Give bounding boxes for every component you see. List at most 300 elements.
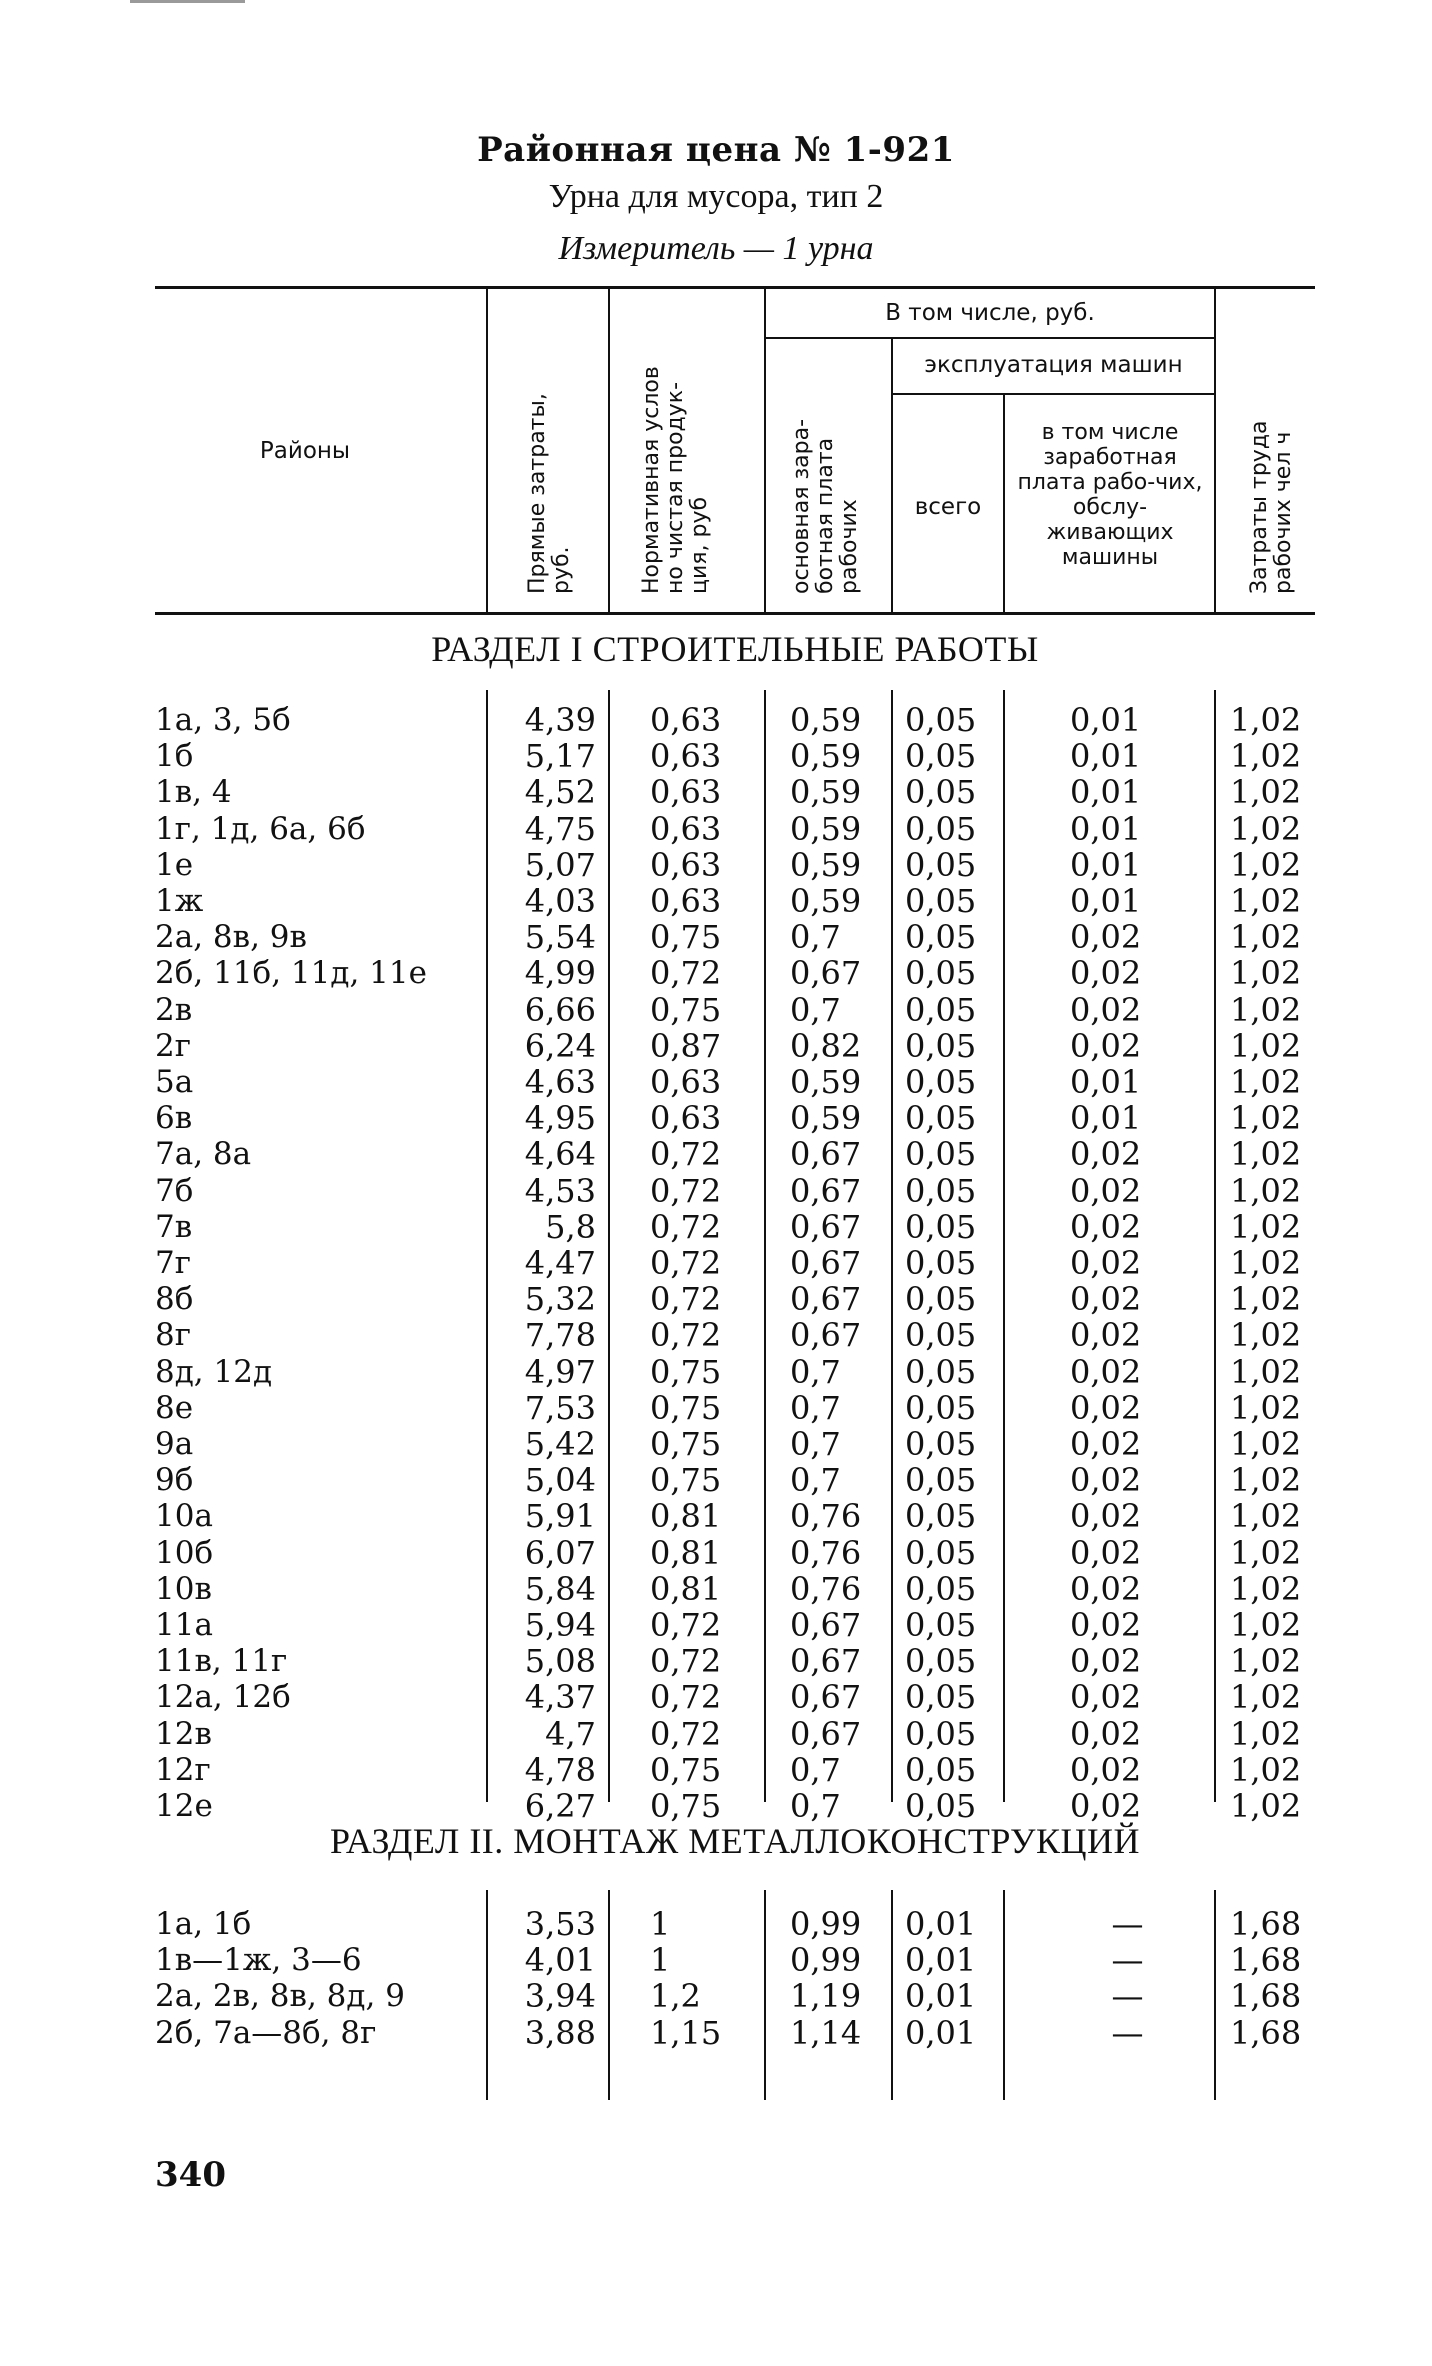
table-row xyxy=(0,774,1432,810)
cell-machines-wage: 0,01 xyxy=(1070,1099,1142,1138)
cell-district: 1в—1ж, 3—6 xyxy=(155,1942,362,1979)
table-row xyxy=(0,1679,1432,1715)
cell-district: 8г xyxy=(155,1317,191,1354)
cell-district: 12а, 12б xyxy=(155,1679,291,1716)
cell-machines-total: 0,01 xyxy=(905,1905,977,1943)
cell-district: 1а, 3, 5б xyxy=(155,702,291,738)
cell-machines-total: 0,05 xyxy=(905,1316,977,1355)
cell-normative: 0,63 xyxy=(650,1099,722,1138)
cell-labor: 1,02 xyxy=(1230,990,1302,1029)
cell-labor: 1,02 xyxy=(1230,1569,1302,1608)
cell-direct-costs: 4,78 xyxy=(524,1750,596,1789)
cell-machines-total: 0,05 xyxy=(905,1099,977,1138)
cell-base-wage: 0,99 xyxy=(790,1905,862,1943)
cell-direct-costs: 4,97 xyxy=(524,1352,596,1391)
table-row xyxy=(0,811,1432,847)
table-row xyxy=(0,1100,1432,1136)
col-machines-wage-header: в том числе заработная плата рабо-чих, обслу-живающих машины xyxy=(1017,420,1203,570)
cell-district: 2а, 2в, 8в, 8д, 9 xyxy=(155,1978,405,2015)
table-row xyxy=(0,1978,1432,2014)
cell-labor: 1,02 xyxy=(1230,1244,1302,1282)
cell-direct-costs: 4,64 xyxy=(524,1135,596,1174)
header-divider xyxy=(486,289,488,612)
cell-machines-wage: 0,02 xyxy=(1070,1606,1142,1644)
cell-labor: 1,02 xyxy=(1230,1026,1302,1065)
table-row xyxy=(0,1028,1432,1064)
col-normative-header: Нормативная услов но чистая продук- ция, руб xyxy=(639,366,712,594)
cell-machines-total: 0,01 xyxy=(905,1941,977,1980)
cell-machines-total: 0,05 xyxy=(905,1280,977,1319)
section-1-title: РАЗДЕЛ I СТРОИТЕЛЬНЫЕ РАБОТЫ xyxy=(431,629,1039,669)
cell-normative: 1,2 xyxy=(650,1977,701,2016)
cell-labor: 1,68 xyxy=(1230,1977,1302,2016)
cell-machines-wage: 0,01 xyxy=(1070,882,1142,920)
cell-machines-total: 0,05 xyxy=(905,1714,977,1753)
cell-direct-costs: 5,32 xyxy=(524,1280,596,1319)
table-row xyxy=(0,1245,1432,1281)
cell-machines-total: 0,05 xyxy=(905,990,977,1029)
cell-normative: 0,63 xyxy=(650,882,722,920)
cell-district: 2а, 8в, 9в xyxy=(155,919,307,956)
header-divider xyxy=(1003,395,1005,612)
cell-machines-wage: 0,02 xyxy=(1070,1135,1142,1174)
cell-machines-total: 0,05 xyxy=(905,1207,977,1246)
cell-machines-total: 0,05 xyxy=(905,845,977,884)
cell-machines-total: 0,05 xyxy=(905,809,977,848)
cell-base-wage: 0,67 xyxy=(790,1207,862,1246)
cell-base-wage: 0,82 xyxy=(790,1026,862,1065)
cell-normative: 0,72 xyxy=(650,1171,722,1210)
table-row xyxy=(0,1716,1432,1752)
cell-district: 9б xyxy=(155,1462,194,1499)
cell-normative: 1,15 xyxy=(650,2013,722,2052)
table-row xyxy=(0,1173,1432,1209)
cell-normative: 0,81 xyxy=(650,1497,722,1536)
cell-base-wage: 0,67 xyxy=(790,1714,862,1753)
cell-machines-wage: 0,02 xyxy=(1070,1787,1142,1825)
cell-normative: 0,75 xyxy=(650,1352,722,1391)
page-title: Районная цена № 1-921 xyxy=(477,130,955,170)
cell-normative: 0,72 xyxy=(650,1135,722,1174)
cell-normative: 0,81 xyxy=(650,1533,722,1572)
cell-machines-total: 0,05 xyxy=(905,1244,977,1282)
cell-machines-total: 0,05 xyxy=(905,1569,977,1608)
cell-labor: 1,02 xyxy=(1230,701,1302,739)
cell-machines-total: 0,05 xyxy=(905,1678,977,1717)
cell-machines-wage: 0,02 xyxy=(1070,1678,1142,1717)
cell-labor: 1,02 xyxy=(1230,1750,1302,1789)
cell-district: 11в, 11г xyxy=(155,1643,288,1680)
cell-direct-costs: 5,07 xyxy=(524,845,596,884)
table-row xyxy=(0,1209,1432,1245)
table-row xyxy=(0,1354,1432,1390)
cell-normative: 0,75 xyxy=(650,918,722,957)
cell-direct-costs: 5,91 xyxy=(524,1497,596,1536)
cell-district: 2в xyxy=(155,991,193,1028)
cell-labor: 1,02 xyxy=(1230,1280,1302,1319)
cell-district: 7в xyxy=(155,1208,193,1245)
cell-district: 7г xyxy=(155,1245,191,1281)
header-bottom-rule xyxy=(155,612,1315,615)
cell-machines-wage: 0,01 xyxy=(1070,845,1142,884)
cell-machines-wage: — xyxy=(1111,1977,1144,2016)
cell-machines-wage: 0,02 xyxy=(1070,1642,1142,1681)
cell-district: 1ж xyxy=(155,883,204,919)
cell-base-wage: 0,67 xyxy=(790,1678,862,1717)
table-row xyxy=(0,847,1432,883)
cell-direct-costs: 3,88 xyxy=(524,2013,596,2052)
cell-machines-wage: 0,01 xyxy=(1070,737,1142,776)
cell-direct-costs: 6,24 xyxy=(524,1026,596,1065)
cell-base-wage: 1,19 xyxy=(790,1977,862,2016)
cell-base-wage: 0,7 xyxy=(790,1787,841,1825)
table-row xyxy=(0,883,1432,919)
cell-normative: 0,81 xyxy=(650,1569,722,1608)
table-row xyxy=(0,1136,1432,1172)
page-number: 340 xyxy=(155,2155,226,2195)
cell-labor: 1,02 xyxy=(1230,882,1302,920)
table-row xyxy=(0,1535,1432,1571)
cell-machines-total: 0,05 xyxy=(905,1497,977,1536)
table-row xyxy=(0,1281,1432,1317)
cell-base-wage: 1,14 xyxy=(790,2013,862,2052)
table-row xyxy=(0,1942,1432,1978)
cell-direct-costs: 6,66 xyxy=(524,990,596,1029)
cell-district: 10в xyxy=(155,1570,212,1607)
cell-normative: 0,75 xyxy=(650,1425,722,1463)
cell-base-wage: 0,67 xyxy=(790,1244,862,1282)
cell-labor: 1,02 xyxy=(1230,1787,1302,1825)
cell-normative: 0,72 xyxy=(650,1316,722,1355)
cell-normative: 0,72 xyxy=(650,954,722,993)
cell-normative: 0,75 xyxy=(650,1750,722,1789)
table-row xyxy=(0,992,1432,1028)
cell-base-wage: 0,59 xyxy=(790,809,862,848)
cell-machines-total: 0,05 xyxy=(905,1425,977,1463)
cell-machines-total: 0,05 xyxy=(905,882,977,920)
table-row xyxy=(0,1426,1432,1462)
cell-direct-costs: 4,37 xyxy=(524,1678,596,1717)
cell-normative: 0,63 xyxy=(650,1063,722,1101)
cell-normative: 0,72 xyxy=(650,1714,722,1753)
cell-district: 12е xyxy=(155,1788,213,1824)
cell-base-wage: 0,67 xyxy=(790,1135,862,1174)
cell-machines-wage: 0,02 xyxy=(1070,990,1142,1029)
cell-labor: 1,68 xyxy=(1230,1905,1302,1943)
cell-direct-costs: 4,01 xyxy=(524,1941,596,1980)
cell-normative: 0,87 xyxy=(650,1026,722,1065)
cell-labor: 1,02 xyxy=(1230,1352,1302,1391)
cell-district: 7а, 8а xyxy=(155,1136,252,1173)
cell-district: 1в, 4 xyxy=(155,774,232,811)
cell-district: 1г, 1д, 6а, 6б xyxy=(155,810,366,847)
cell-machines-wage: 0,02 xyxy=(1070,1026,1142,1065)
table-row xyxy=(0,1752,1432,1788)
cell-direct-costs: 5,42 xyxy=(524,1425,596,1463)
cell-direct-costs: 4,95 xyxy=(524,1099,596,1138)
cell-district: 10б xyxy=(155,1534,214,1571)
cell-machines-total: 0,05 xyxy=(905,1388,977,1427)
cell-machines-total: 0,05 xyxy=(905,773,977,812)
cell-normative: 0,63 xyxy=(650,809,722,848)
cell-machines-total: 0,05 xyxy=(905,918,977,957)
cell-district: 8д, 12д xyxy=(155,1353,273,1390)
col-districts-header: Районы xyxy=(259,438,351,464)
col-machines-total-header: всего xyxy=(914,494,982,520)
cell-normative: 0,75 xyxy=(650,1787,722,1825)
table-row xyxy=(0,1643,1432,1679)
cell-direct-costs: 3,94 xyxy=(524,1977,596,2016)
cell-normative: 0,75 xyxy=(650,990,722,1029)
cell-base-wage: 0,7 xyxy=(790,1388,841,1427)
table-row xyxy=(0,919,1432,955)
cell-direct-costs: 3,53 xyxy=(524,1905,596,1943)
cell-base-wage: 0,76 xyxy=(790,1533,862,1572)
cell-direct-costs: 4,63 xyxy=(524,1063,596,1101)
cell-machines-total: 0,05 xyxy=(905,1787,977,1825)
cell-base-wage: 0,67 xyxy=(790,1606,862,1644)
table-row xyxy=(0,1064,1432,1100)
cell-direct-costs: 4,52 xyxy=(524,773,596,812)
cell-labor: 1,68 xyxy=(1230,2013,1302,2052)
cell-machines-total: 0,01 xyxy=(905,2013,977,2052)
cell-normative: 0,72 xyxy=(650,1606,722,1644)
table-row xyxy=(0,738,1432,774)
cell-base-wage: 0,59 xyxy=(790,1099,862,1138)
cell-machines-wage: 0,02 xyxy=(1070,1569,1142,1608)
including-rule xyxy=(766,337,1214,339)
cell-machines-wage: 0,02 xyxy=(1070,1280,1142,1319)
cell-direct-costs: 5,17 xyxy=(524,737,596,776)
cell-normative: 0,75 xyxy=(650,1388,722,1427)
cell-direct-costs: 5,54 xyxy=(524,918,596,957)
cell-direct-costs: 6,07 xyxy=(524,1533,596,1572)
cell-direct-costs: 4,75 xyxy=(524,809,596,848)
cell-base-wage: 0,59 xyxy=(790,737,862,776)
cell-base-wage: 0,67 xyxy=(790,1171,862,1210)
cell-normative: 0,63 xyxy=(650,701,722,739)
cell-labor: 1,02 xyxy=(1230,845,1302,884)
table-row xyxy=(0,1390,1432,1426)
cell-district: 12г xyxy=(155,1751,211,1788)
cell-district: 2б, 11б, 11д, 11е xyxy=(155,955,427,992)
cell-base-wage: 0,59 xyxy=(790,845,862,884)
cell-direct-costs: 5,8 xyxy=(545,1207,596,1246)
cell-machines-total: 0,05 xyxy=(905,1135,977,1174)
cell-labor: 1,02 xyxy=(1230,1388,1302,1427)
col-including-header: В том числе, руб. xyxy=(885,300,1095,326)
header-divider xyxy=(608,289,610,612)
cell-district: 1е xyxy=(155,846,194,883)
cell-direct-costs: 5,08 xyxy=(524,1642,596,1681)
cell-base-wage: 0,99 xyxy=(790,1941,862,1980)
cell-machines-wage: 0,02 xyxy=(1070,1714,1142,1753)
cell-labor: 1,02 xyxy=(1230,1316,1302,1355)
cell-district: 1а, 1б xyxy=(155,1906,252,1942)
cell-machines-total: 0,05 xyxy=(905,1063,977,1101)
cell-labor: 1,02 xyxy=(1230,1207,1302,1246)
cell-normative: 0,63 xyxy=(650,737,722,776)
cell-labor: 1,02 xyxy=(1230,1425,1302,1463)
cell-machines-wage: 0,02 xyxy=(1070,1388,1142,1427)
cell-normative: 0,63 xyxy=(650,845,722,884)
cell-direct-costs: 4,7 xyxy=(545,1714,596,1753)
cell-machines-wage: 0,02 xyxy=(1070,1533,1142,1572)
cell-machines-wage: — xyxy=(1111,2013,1144,2052)
cell-labor: 1,02 xyxy=(1230,1642,1302,1681)
scan-mark xyxy=(130,0,245,3)
cell-direct-costs: 4,53 xyxy=(524,1171,596,1210)
cell-machines-wage: — xyxy=(1111,1941,1144,1980)
cell-district: 2г xyxy=(155,1027,191,1064)
cell-district: 11а xyxy=(155,1607,213,1643)
cell-labor: 1,02 xyxy=(1230,1135,1302,1174)
col-machines-header: эксплуатация машин xyxy=(924,352,1183,378)
cell-machines-total: 0,05 xyxy=(905,1026,977,1065)
cell-base-wage: 0,76 xyxy=(790,1497,862,1536)
cell-direct-costs: 5,94 xyxy=(524,1606,596,1644)
table-row xyxy=(0,1317,1432,1353)
cell-labor: 1,02 xyxy=(1230,1099,1302,1138)
table-row xyxy=(0,1571,1432,1607)
page-subtitle: Урна для мусора, тип 2 xyxy=(548,178,884,215)
cell-labor: 1,02 xyxy=(1230,1606,1302,1644)
cell-machines-wage: 0,01 xyxy=(1070,1063,1142,1101)
table-row xyxy=(0,1906,1432,1942)
cell-base-wage: 0,7 xyxy=(790,1352,841,1391)
cell-direct-costs: 5,04 xyxy=(524,1461,596,1500)
cell-labor: 1,02 xyxy=(1230,918,1302,957)
cell-machines-total: 0,05 xyxy=(905,1642,977,1681)
header-divider xyxy=(1214,289,1216,612)
cell-base-wage: 0,67 xyxy=(790,1642,862,1681)
cell-district: 9а xyxy=(155,1426,194,1462)
cell-direct-costs: 4,99 xyxy=(524,954,596,993)
table-row xyxy=(0,1607,1432,1643)
cell-labor: 1,02 xyxy=(1230,1171,1302,1210)
col-labor-header: Затраты труда рабочих чел ч xyxy=(1247,420,1296,594)
cell-labor: 1,02 xyxy=(1230,1678,1302,1717)
cell-labor: 1,02 xyxy=(1230,1063,1302,1101)
cell-direct-costs: 5,84 xyxy=(524,1569,596,1608)
cell-labor: 1,02 xyxy=(1230,809,1302,848)
cell-machines-wage: 0,01 xyxy=(1070,809,1142,848)
cell-machines-wage: 0,02 xyxy=(1070,1171,1142,1210)
cell-machines-total: 0,05 xyxy=(905,1533,977,1572)
cell-direct-costs: 4,47 xyxy=(524,1244,596,1282)
cell-machines-total: 0,05 xyxy=(905,737,977,776)
cell-district: 7б xyxy=(155,1172,194,1209)
cell-district: 8е xyxy=(155,1389,194,1426)
cell-machines-wage: — xyxy=(1111,1905,1144,1943)
cell-normative: 0,72 xyxy=(650,1207,722,1246)
cell-labor: 1,02 xyxy=(1230,1714,1302,1753)
cell-normative: 0,63 xyxy=(650,773,722,812)
machines-rule xyxy=(893,393,1214,395)
cell-normative: 0,72 xyxy=(650,1642,722,1681)
cell-district: 1б xyxy=(155,738,194,775)
cell-labor: 1,02 xyxy=(1230,773,1302,812)
col-direct-costs-header: Прямые затраты, руб. xyxy=(525,393,574,594)
cell-normative: 0,75 xyxy=(650,1461,722,1500)
cell-machines-wage: 0,02 xyxy=(1070,1244,1142,1282)
cell-base-wage: 0,7 xyxy=(790,1425,841,1463)
cell-labor: 1,68 xyxy=(1230,1941,1302,1980)
cell-base-wage: 0,7 xyxy=(790,1750,841,1789)
cell-base-wage: 0,67 xyxy=(790,1316,862,1355)
section-2-title: РАЗДЕЛ II. МОНТАЖ МЕТАЛЛОКОНСТРУКЦИЙ xyxy=(329,1821,1141,1861)
cell-labor: 1,02 xyxy=(1230,1461,1302,1500)
table-top-rule xyxy=(155,286,1315,289)
cell-labor: 1,02 xyxy=(1230,1497,1302,1536)
cell-machines-wage: 0,02 xyxy=(1070,1316,1142,1355)
table-row xyxy=(0,702,1432,738)
cell-machines-total: 0,05 xyxy=(905,1461,977,1500)
cell-direct-costs: 6,27 xyxy=(524,1787,596,1825)
table-row xyxy=(0,1788,1432,1824)
cell-district: 12в xyxy=(155,1715,212,1752)
cell-labor: 1,02 xyxy=(1230,737,1302,776)
table-row xyxy=(0,1462,1432,1498)
measure-unit: Измеритель — 1 урна xyxy=(558,230,874,267)
cell-normative: 0,72 xyxy=(650,1678,722,1717)
cell-direct-costs: 7,53 xyxy=(524,1388,596,1427)
cell-machines-wage: 0,02 xyxy=(1070,1352,1142,1391)
cell-base-wage: 0,7 xyxy=(790,990,841,1029)
cell-normative: 1 xyxy=(650,1905,671,1943)
cell-machines-total: 0,05 xyxy=(905,1606,977,1644)
table-row xyxy=(0,2015,1432,2051)
cell-machines-total: 0,05 xyxy=(905,1352,977,1391)
cell-base-wage: 0,67 xyxy=(790,954,862,993)
cell-machines-wage: 0,02 xyxy=(1070,1750,1142,1789)
cell-normative: 0,72 xyxy=(650,1280,722,1319)
cell-machines-wage: 0,02 xyxy=(1070,1461,1142,1500)
cell-base-wage: 0,7 xyxy=(790,1461,841,1500)
cell-machines-total: 0,05 xyxy=(905,954,977,993)
cell-district: 5а xyxy=(155,1064,194,1100)
header-divider xyxy=(891,339,893,612)
cell-base-wage: 0,59 xyxy=(790,773,862,812)
cell-machines-total: 0,05 xyxy=(905,701,977,739)
cell-labor: 1,02 xyxy=(1230,954,1302,993)
cell-direct-costs: 4,39 xyxy=(524,701,596,739)
cell-machines-wage: 0,02 xyxy=(1070,954,1142,993)
cell-machines-wage: 0,01 xyxy=(1070,773,1142,812)
cell-normative: 0,72 xyxy=(650,1244,722,1282)
table-row xyxy=(0,955,1432,991)
cell-district: 2б, 7а—8б, 8г xyxy=(155,2014,377,2051)
cell-base-wage: 0,59 xyxy=(790,701,862,739)
cell-direct-costs: 7,78 xyxy=(524,1316,596,1355)
table-row xyxy=(0,1498,1432,1534)
cell-machines-total: 0,01 xyxy=(905,1977,977,2016)
cell-base-wage: 0,59 xyxy=(790,882,862,920)
cell-district: 10а xyxy=(155,1498,213,1535)
cell-base-wage: 0,7 xyxy=(790,918,841,957)
cell-machines-wage: 0,02 xyxy=(1070,918,1142,957)
cell-machines-total: 0,05 xyxy=(905,1750,977,1789)
cell-base-wage: 0,67 xyxy=(790,1280,862,1319)
cell-district: 8б xyxy=(155,1281,194,1318)
cell-machines-wage: 0,02 xyxy=(1070,1207,1142,1246)
cell-base-wage: 0,59 xyxy=(790,1063,862,1101)
col-base-wage-header: основная зара- ботная плата рабочих xyxy=(789,418,862,594)
cell-machines-wage: 0,01 xyxy=(1070,701,1142,739)
cell-machines-wage: 0,02 xyxy=(1070,1497,1142,1536)
cell-district: 6в xyxy=(155,1100,193,1137)
cell-direct-costs: 4,03 xyxy=(524,882,596,920)
